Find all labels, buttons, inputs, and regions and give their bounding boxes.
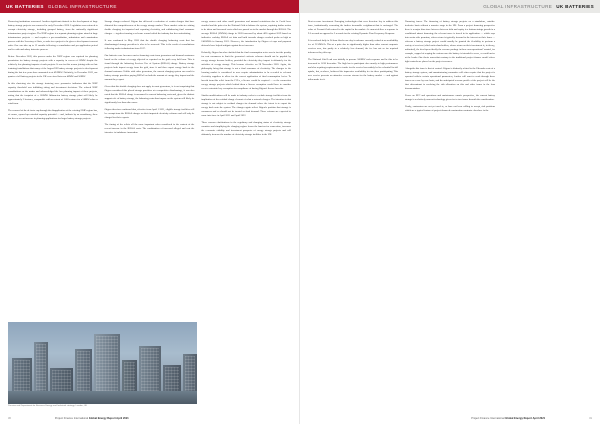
right-running-head <box>300 0 600 13</box>
london-skyline-photo <box>8 322 197 404</box>
paragraph: Pioneering institutions renowned. Another significant obstacle to the development of large battery storage projects was removed in early December 2020. Legislation was enforced to exempt electricity storage, including grouped battery, from the nationally significant infrastructure project regime. The NSIP regime is a separate planning regime aimed at large infrastructure projects — and requires a pre-consultation, submission and examination process with the Secretary of State, so asks for a project to be given a development consent order. One can take up to 12 months following a consultation and pre-application period and is a risk and salary intensive process. <box>8 20 98 51</box>
left-column-2 <box>105 20 195 140</box>
running-head-section: UK BATTERIES <box>6 4 44 9</box>
paragraph: Power an EPC and operations and maintenance unsafe perspective, the current battery storage is a relatively nascent technology gives rise to two issues beneath the consideration. <box>405 93 495 101</box>
paragraph: Financing issues. The financing of battery storage projects on a standalone, outside-inclusive basis without a massive surge in the UK. From a project financing perspective there is a major bias since between between debt and equity is a bottom strings growth in a conditional attract financing; the relevant users is forced in its application — which says into senior side premium, where return is typically forward to the interest on their loans — whereas a battery storage project would usually be granted the flexibility to perform a variety of services (which suits shareholders, whose return on their investment is, in theory, unlimited), the developers ideally the revenue package in these non-operational 'wanted, for example, capped of reaping the various uses the battery is intended to serve, or could arrive at the lender. One thesis somewhat contrary to the traditional project finance model where tight controls are placed on the project revenues. <box>405 20 495 63</box>
paragraph: Our batteries case becomes carrier financing costs from generators and demand customers based on the volume of energy objected or exported on the grid every half hour. This is found through the balancing Services Use of System (BSUoS) charge. Battery storage projects both import energy from the grid, store it and then export energy back to the demand customer. Unlike with other generators, the current charging system can result in battery storage providers paying BSUoS on both the amount of energy they import and the amount they export. <box>104 54 195 81</box>
footer-publication: Project Finance International <box>54 417 89 420</box>
right-column-2 <box>405 20 495 116</box>
photo-block <box>8 322 197 408</box>
paragraph: It was confirmed in May 2020 that the double charging balancing costs that has disadvantaged storage providers is also to be removed. This is the result of consultations following market submissions from 2017. <box>104 39 195 50</box>
paragraph: Given that this double charging does not apply in most generators, is is not surprising that Ofgem considered this placed storage providers at a competitive disadvantage, it was also noted that the BSUoS charge is measured in current balancing costs and, given the distinct support role of battery storage, the balancing costs thus impose on the system will likely be significantly less than other users. <box>104 85 195 104</box>
paragraph: Similar modifications will be made to industry codes to exclude storage facilities from the implication of the residual charge element of what a network charges. The intention is that storage is not subject to residual charges for demand where the intent is to export the energy back onto the system. The changes again reflect Ofgem's position that storage is consumers and so should not be treated as final demand. These reforms are expected to come into force in April 2021 and April 2022. <box>201 93 292 117</box>
paragraph: Firstly, contractors are not yet used to, or have not been willing to accept, risk positions which are a typical feature of project-financed construction contracts elsewhere in the <box>405 104 495 112</box>
paragraph: These reasons clarifications in the regulatory and changing status of electricity storage countries and simplifying the charging regime lessen the barriers for connection, increases the economic viability and investment prospects of energy storage projects and will ultimately increase the number of electricity storage facilities in the UK. <box>201 120 292 136</box>
running-head-series: GLOBAL INFRASTRUCTURE <box>47 4 117 9</box>
right-column-wrap <box>300 13 600 116</box>
paragraph: The National Grid Lead was initially to procure 500MW each response and he this to be increased to 1GW thereafter. The high bar to participate also mostly to high performance and also requiring requirements to tender for the service has notably led to a shortfall in full uptake, but, as above, bolstered the impressive availability fee for these participating. This new service presents an attractive revenue stream for the battery market — and against tailor-made for it. <box>308 58 398 81</box>
paragraph: It is rendered daily in 24 hour blocks one day in advance currently valued at an availability fee of £13/MW/h. This at a price due to significantly higher than other current corporate services area, due partly to a relatively low demand, the fee has not so far required tolerances they this cap. <box>308 39 398 54</box>
paragraph: Alongside this issue is that of control. Ofgem is distinctly related to the Edwards costs of a battery storage system, and manufacturing warranties will often require that the project is operated with/or certain operational parameters, lenders will want to work through those issues on a case by case basis, and the anticipated revenue profile of the project will be the first determinant in resolving the risk allocation on this and other issues in the loan documentation. <box>405 66 495 90</box>
left-column-wrap <box>0 13 299 140</box>
left-column-3 <box>201 20 291 140</box>
footer-title <box>55 417 129 420</box>
right-page <box>300 0 600 424</box>
page-number: 31 <box>589 417 592 420</box>
footer-publication: Project Finance International <box>471 417 505 420</box>
paragraph: Before December 2020, this process under the NSIP regime was required for planning permission for battery storage projects with a capacity in excess of 50MW despite the relatively low planning impacts of such projects. It was for this reason joining with cut late featuring installations that many of the largest UK battery storage projects in development during the last few years have amounted to at 49.9MW. Definitely, in December 2019, one quarter of all battery projects in the UK were sized between 40MW and 50MW. <box>8 54 98 78</box>
left-running-head <box>0 0 299 13</box>
running-head-series: GLOBAL INFRASTRUCTURE <box>483 4 553 9</box>
right-footer <box>308 417 592 420</box>
right-column-3 <box>502 20 592 116</box>
left-footer <box>8 417 291 420</box>
footer-title <box>471 417 545 420</box>
paragraph: Relatedly, Ofgem has also clarified that the final consumption series was in fact the penalty for cost consumers to limit the generator's activate schemes should not be payable by energy storage because holders, provided the electricity they import is ultimately for the activities of energy storage. This became effective on 28 November 2020. Again, the philosophy being that storage is not a final consumer of electricity. The changes to the learning market is considered to now require substantiation to be revealed to relevant electricity suppliers to allow for the correct application of final consumption levies. To benefit from this relief from the FCLs, a licence would be required — or the connection energy storage projects which behind them a license exemption would have to consider even to entertain levy exemption for compliance of having Ofgem's licence benefits. <box>201 50 292 90</box>
photo-caption: Pension and Department for Business Energy and Industrial strategy, London, UK <box>8 405 88 408</box>
footer-issue: Global Energy Report April 2021 <box>505 417 546 420</box>
right-column-1 <box>308 20 398 116</box>
paragraph: In this clustering size the storage fostering were persuasive indicators that the NSIP capacity threshold was inhibiting sizing and investment decisions. The relaxed NSIP consultations on the matter and acknowledged the low planning impact of these projects, noting that the footprint of a 100MW lithium-ion battery storage plant will likely be approximately 2 hectares, comparable with an extent of 1.08 hectares for a 50MW solar or wind farm. <box>8 81 98 105</box>
page-number: 30 <box>8 417 11 420</box>
paragraph: Rent revenue investment. Emerging technologies that were therefore key to address this issue, institutionally cementing the further favourable weightment that is envisaged. The value of Ferranti Grid entered in the capital in the market. At current deliver a response in 9.5 seconds as opposed to 2 seconds for the existing Dynamic Firm Frequency Response. <box>308 20 398 35</box>
footer-issue: Global Energy Report April 2021 <box>88 417 129 420</box>
paragraph: Storage charges reduced. Ofgem has delivered a reduction of certain charges that have distorted the competitiveness of the energy storage market. These market exists to existing double charging for imported and exporting electricity, and withdrawing final consumer charges — together forming a welcome reward which the industry has been articulating. <box>104 20 195 35</box>
paragraph: Ofgem therefore confirmed that, effective from April 1 2021, eligible storage facilities will be exempt from the BSUoS charges on their imported electricity volumes and will only be charged for their exports. <box>104 108 195 120</box>
paragraph: The removal of the de facto cap through the disapplication of the existing NSIP regime has, of course, opened up extended capacity potential — and, indicate by an consultancy, there has been a recent increase in planning applications for larger battery storage projects. <box>8 108 98 120</box>
paragraph: energy sources and other small generators and unusual restrictions due to Covid have steadied and the prices for the National Grid to balance the system, requiring further action to be taken and increased costs which are passed on to the market through the BSUoS. The average BSUoS (LMWh) charge in 2020 increased by about 40% against 2019 based on indicative end-day BSUoS set data and built towards charges reached peaks as high as £40/MWh in January 2021. However, the introduction by Ofgem of caps and payment deferrals have helped mitigate against these increases. <box>201 20 292 47</box>
paragraph: The timing of the reliefs all the more important when considered in the context of the recent increase in the BSUoS costs. The combination of increased alleged and cost the intensive in imbalance innovation <box>104 123 195 135</box>
left-column-1 <box>8 20 98 140</box>
running-head-section: UK BATTERIES <box>556 4 594 9</box>
